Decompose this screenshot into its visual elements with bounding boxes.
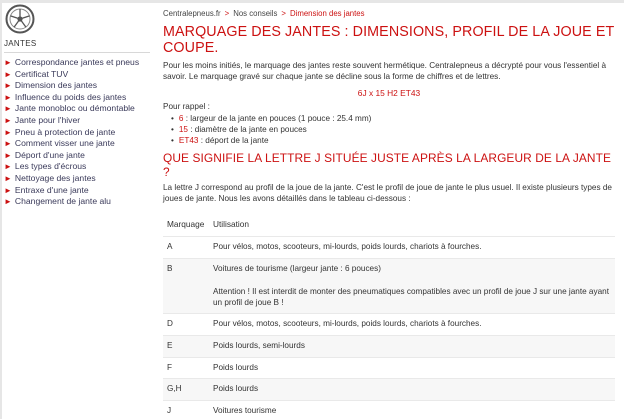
sidebar-item-entraxe[interactable] bbox=[4, 185, 154, 197]
main-content bbox=[163, 9, 615, 419]
list-item-key: 6 bbox=[178, 114, 184, 124]
list-item-text: : largeur de la jante en pouces (1 pouce : 25.4 mm) bbox=[183, 114, 372, 124]
table-row bbox=[163, 357, 615, 379]
arrow-right-icon: ► bbox=[4, 92, 12, 102]
sidebar-item-correspondance[interactable] bbox=[4, 57, 154, 69]
table-cell-mark: J bbox=[167, 405, 172, 415]
sidebar-item-label: Correspondance jantes et pneus bbox=[14, 57, 140, 67]
rappel-label: Pour rappel : bbox=[163, 101, 210, 111]
table-cell-mark: A bbox=[167, 241, 173, 251]
sidebar-item-label: Dimension des jantes bbox=[14, 80, 98, 91]
arrow-right-icon: ► bbox=[4, 69, 12, 79]
warning-note: Attention ! Il est interdit de monter des pneumatiques compatibles avec un profil de joue J sur une jante ayant un profil de joue B ! bbox=[213, 287, 609, 307]
table-cell-usage: Poids lourds bbox=[213, 362, 259, 372]
list-item-text: : déport de la jante bbox=[198, 136, 269, 146]
table-row bbox=[163, 335, 615, 357]
table-cell-usage: Poids lourds, semi-lourds bbox=[209, 335, 615, 357]
table-cell-usage: Pour vélos, motos, scooteurs, mi-lourds, poids lourds, chariots à fourches. bbox=[213, 319, 482, 329]
breadcrumb bbox=[163, 9, 615, 18]
sidebar-item-dimension[interactable] bbox=[4, 80, 154, 92]
list-item-key: 15 bbox=[178, 125, 188, 135]
table-row bbox=[163, 379, 615, 401]
table-row bbox=[163, 314, 615, 336]
sidebar-item-label: Les types d'écrous bbox=[14, 161, 87, 172]
sidebar-item-protection[interactable] bbox=[4, 127, 154, 139]
sidebar-item-label: Jante pour l'hiver bbox=[14, 114, 81, 125]
sidebar-item-label: Jante monobloc ou démontable bbox=[14, 103, 135, 114]
table-header-row bbox=[163, 212, 615, 237]
sidebar bbox=[4, 4, 154, 208]
table-cell-mark: G,H bbox=[163, 379, 209, 401]
table-cell-usage bbox=[209, 258, 615, 314]
breadcrumb-home[interactable]: Centralepneus.fr bbox=[163, 9, 221, 18]
arrow-right-icon: ► bbox=[4, 185, 12, 195]
window-top-border bbox=[0, 0, 624, 3]
arrow-right-icon: ► bbox=[4, 150, 12, 160]
sidebar-item-hiver[interactable] bbox=[4, 115, 154, 127]
table-cell-usage: Poids lourds bbox=[209, 379, 615, 401]
section-heading: QUE SIGNIFIE LA LETTRE J SITUÉE JUSTE APRÈS LA LARGEUR DE LA JANTE ? bbox=[163, 151, 611, 180]
table-cell-mark: D bbox=[167, 319, 173, 329]
table-row bbox=[163, 236, 615, 258]
window-left-border bbox=[0, 0, 2, 419]
table-cell-mark: F bbox=[167, 362, 173, 372]
sidebar-logo-label: JANTES bbox=[4, 39, 37, 48]
sidebar-item-nettoyage[interactable] bbox=[4, 173, 154, 185]
sidebar-divider bbox=[4, 52, 150, 53]
section-description: La lettre J correspond au profil de la joue de la jante. C'est le profil de joue de jante le plus usuel. Il existe plusieurs types de joues de jante. Nous les avons détaillés dans le tableau ci-dessous : bbox=[163, 183, 612, 204]
table-cell-mark: E bbox=[163, 335, 209, 357]
arrow-right-icon: ► bbox=[4, 81, 12, 91]
table-cell-usage: Pour vélos, motos, scooteurs, mi-lourds, poids lourds, chariots à fourches. bbox=[213, 241, 482, 251]
breadcrumb-current: Dimension des jantes bbox=[289, 9, 365, 18]
breadcrumb-separator-icon: > bbox=[281, 9, 286, 18]
table-cell-usage: Voitures tourisme bbox=[213, 405, 277, 415]
arrow-right-icon: ► bbox=[4, 127, 12, 137]
arrow-right-icon: ► bbox=[4, 173, 12, 183]
column-header-utilisation: Utilisation bbox=[213, 218, 249, 229]
sidebar-item-label: Pneu à protection de jante bbox=[14, 126, 116, 137]
list-item bbox=[171, 113, 615, 124]
sidebar-item-label: Entraxe d'une jante bbox=[14, 184, 89, 195]
arrow-right-icon: ► bbox=[4, 58, 12, 67]
sidebar-item-deport[interactable] bbox=[4, 150, 154, 162]
rim-marking-example: 6J x 15 H2 ET43 bbox=[357, 87, 421, 98]
table-row bbox=[163, 400, 615, 419]
arrow-right-icon: ► bbox=[4, 104, 12, 114]
sidebar-item-monobloc[interactable] bbox=[4, 103, 154, 115]
sidebar-item-certificat-tuv[interactable] bbox=[4, 69, 154, 81]
breadcrumb-section[interactable]: Nos conseils bbox=[233, 9, 278, 18]
sidebar-menu bbox=[4, 57, 154, 208]
rim-profile-table bbox=[163, 212, 615, 419]
sidebar-item-label: Déport d'une jante bbox=[14, 149, 85, 160]
intro-paragraph: Pour les moins initiés, le marquage des jantes reste souvent hermétique. Centralepneus a décrypté pour vous l'essentiel à savoir. Le marquage gravé sur chaque jante se décline sous la forme de chiffres et de lettres. bbox=[163, 61, 607, 81]
list-item-key: ET43 bbox=[178, 136, 199, 146]
list-item bbox=[171, 124, 615, 135]
arrow-right-icon: ► bbox=[4, 139, 12, 149]
sidebar-item-visser[interactable] bbox=[4, 138, 154, 150]
table-row bbox=[163, 258, 615, 314]
sidebar-item-label: Certificat TUV bbox=[14, 68, 69, 79]
list-item bbox=[171, 135, 615, 146]
breadcrumb-separator-icon: > bbox=[224, 9, 230, 18]
table-cell-mark: B bbox=[163, 258, 209, 314]
arrow-right-icon: ► bbox=[4, 197, 12, 207]
list-item-text: : diamètre de la jante en pouces bbox=[187, 125, 307, 135]
page-title: MARQUAGE DES JANTES : DIMENSIONS, PROFIL DE LA JOUE ET COUPE. bbox=[163, 24, 615, 56]
sidebar-item-label: Influence du poids des jantes bbox=[14, 91, 127, 102]
sidebar-item-label: Changement de jante alu bbox=[14, 196, 111, 207]
sidebar-item-ecrous[interactable] bbox=[4, 161, 154, 173]
arrow-right-icon: ► bbox=[4, 162, 12, 172]
sidebar-item-label: Comment visser une jante bbox=[14, 138, 115, 149]
arrow-right-icon: ► bbox=[4, 115, 12, 125]
table-cell-usage-text: Voitures de tourisme (largeur jante : 6 pouces) bbox=[213, 263, 381, 273]
column-header-marquage: Marquage bbox=[167, 218, 205, 229]
sidebar-item-label: Nettoyage des jantes bbox=[14, 172, 96, 183]
sidebar-item-poids[interactable] bbox=[4, 92, 154, 104]
sidebar-item-changement[interactable] bbox=[4, 196, 154, 208]
wheel-icon bbox=[5, 4, 35, 34]
rappel-list bbox=[171, 113, 615, 146]
